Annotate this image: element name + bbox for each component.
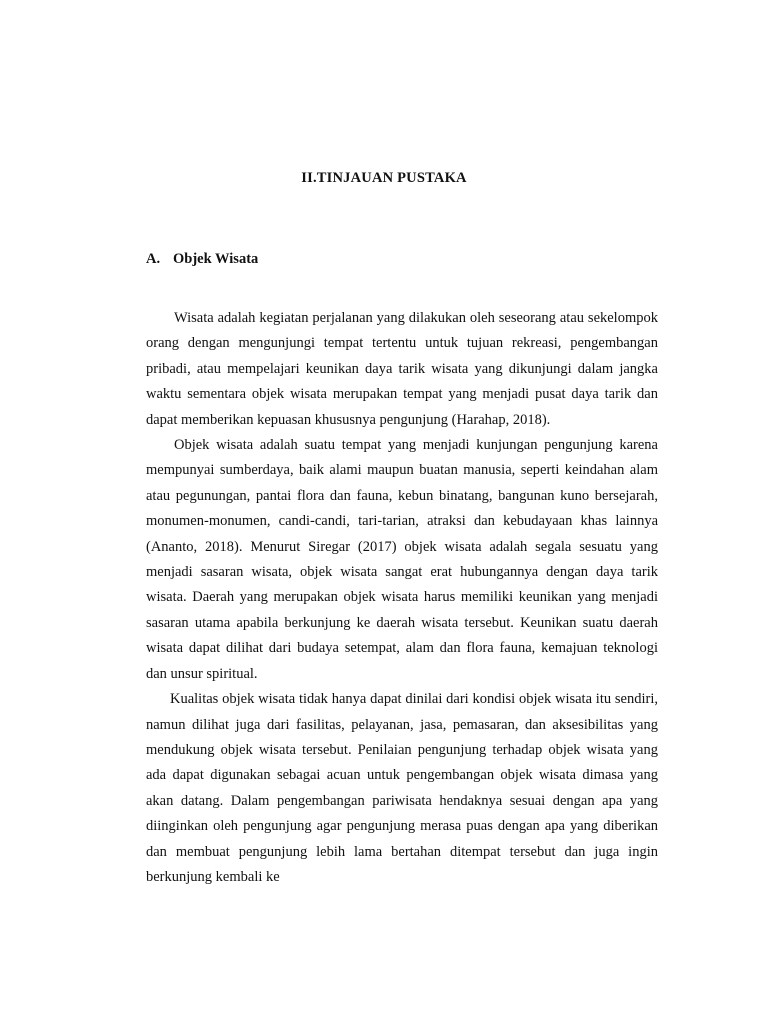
section-title: Objek Wisata xyxy=(173,251,259,267)
paragraph: Objek wisata adalah suatu tempat yang menjadi kunjungan pengunjung karena mempunyai sumberdaya, baik alami maupun buatan manusia, seperti keindahan alam atau pegunungan, pantai flora dan fauna, kebun binatang, bangunan kuno bersejarah, monumen-monumen, candi-candi, tari-tarian, atraksi dan kebudayaan khas lainnya (Ananto, 2018). Menurut Siregar (2017) objek wisata adalah segala sesuatu yang menjadi sasaran wisata, objek wisata sangat erat hubungannya dengan daya tarik wisata. Daerah yang merupakan objek wisata harus memiliki keunikan yang menjadi sasaran utama apabila berkunjung ke daerah wisata tersebut. Keunikan suatu daerah wisata dapat dilihat dari budaya setempat, alam dan flora fauna, kemajuan teknologi dan unsur spiritual. xyxy=(146,437,658,682)
paragraph: Wisata adalah kegiatan perjalanan yang dilakukan oleh seseorang atau sekelompok orang dengan mengunjungi tempat tertentu untuk tujuan rekreasi, pengembangan pribadi, atau mempelajari keunikan daya tarik wisata yang dikunjungi dalam jangka waktu sementara objek wisata merupakan tempat yang menjadi pusat daya tarik dan dapat memberikan kepuasan khususnya pengunjung (Harahap, 2018). xyxy=(146,310,658,428)
paragraph: Kualitas objek wisata tidak hanya dapat dinilai dari kondisi objek wisata itu sendiri, namun dilihat juga dari fasilitas, pelayanan, jasa, pemasaran, dan aksesibilitas yang mendukung objek wisata tersebut. Penilaian pengunjung terhadap objek wisata yang ada dapat digunakan sebagai acuan untuk pengembangan objek wisata dimasa yang akan datang. Dalam pengembangan pariwisata hendaknya sesuai dengan apa yang diinginkan oleh pengunjung agar pengunjung merasa puas dengan apa yang diberikan dan membuat pengunjung lebih lama bertahan ditempat tersebut dan juga ingin berkunjung kembali ke xyxy=(146,691,658,885)
section-heading xyxy=(146,251,258,268)
body-text xyxy=(146,306,658,890)
chapter-title: II.TINJAUAN PUSTAKA xyxy=(301,170,467,186)
section-letter: A. xyxy=(146,251,161,267)
